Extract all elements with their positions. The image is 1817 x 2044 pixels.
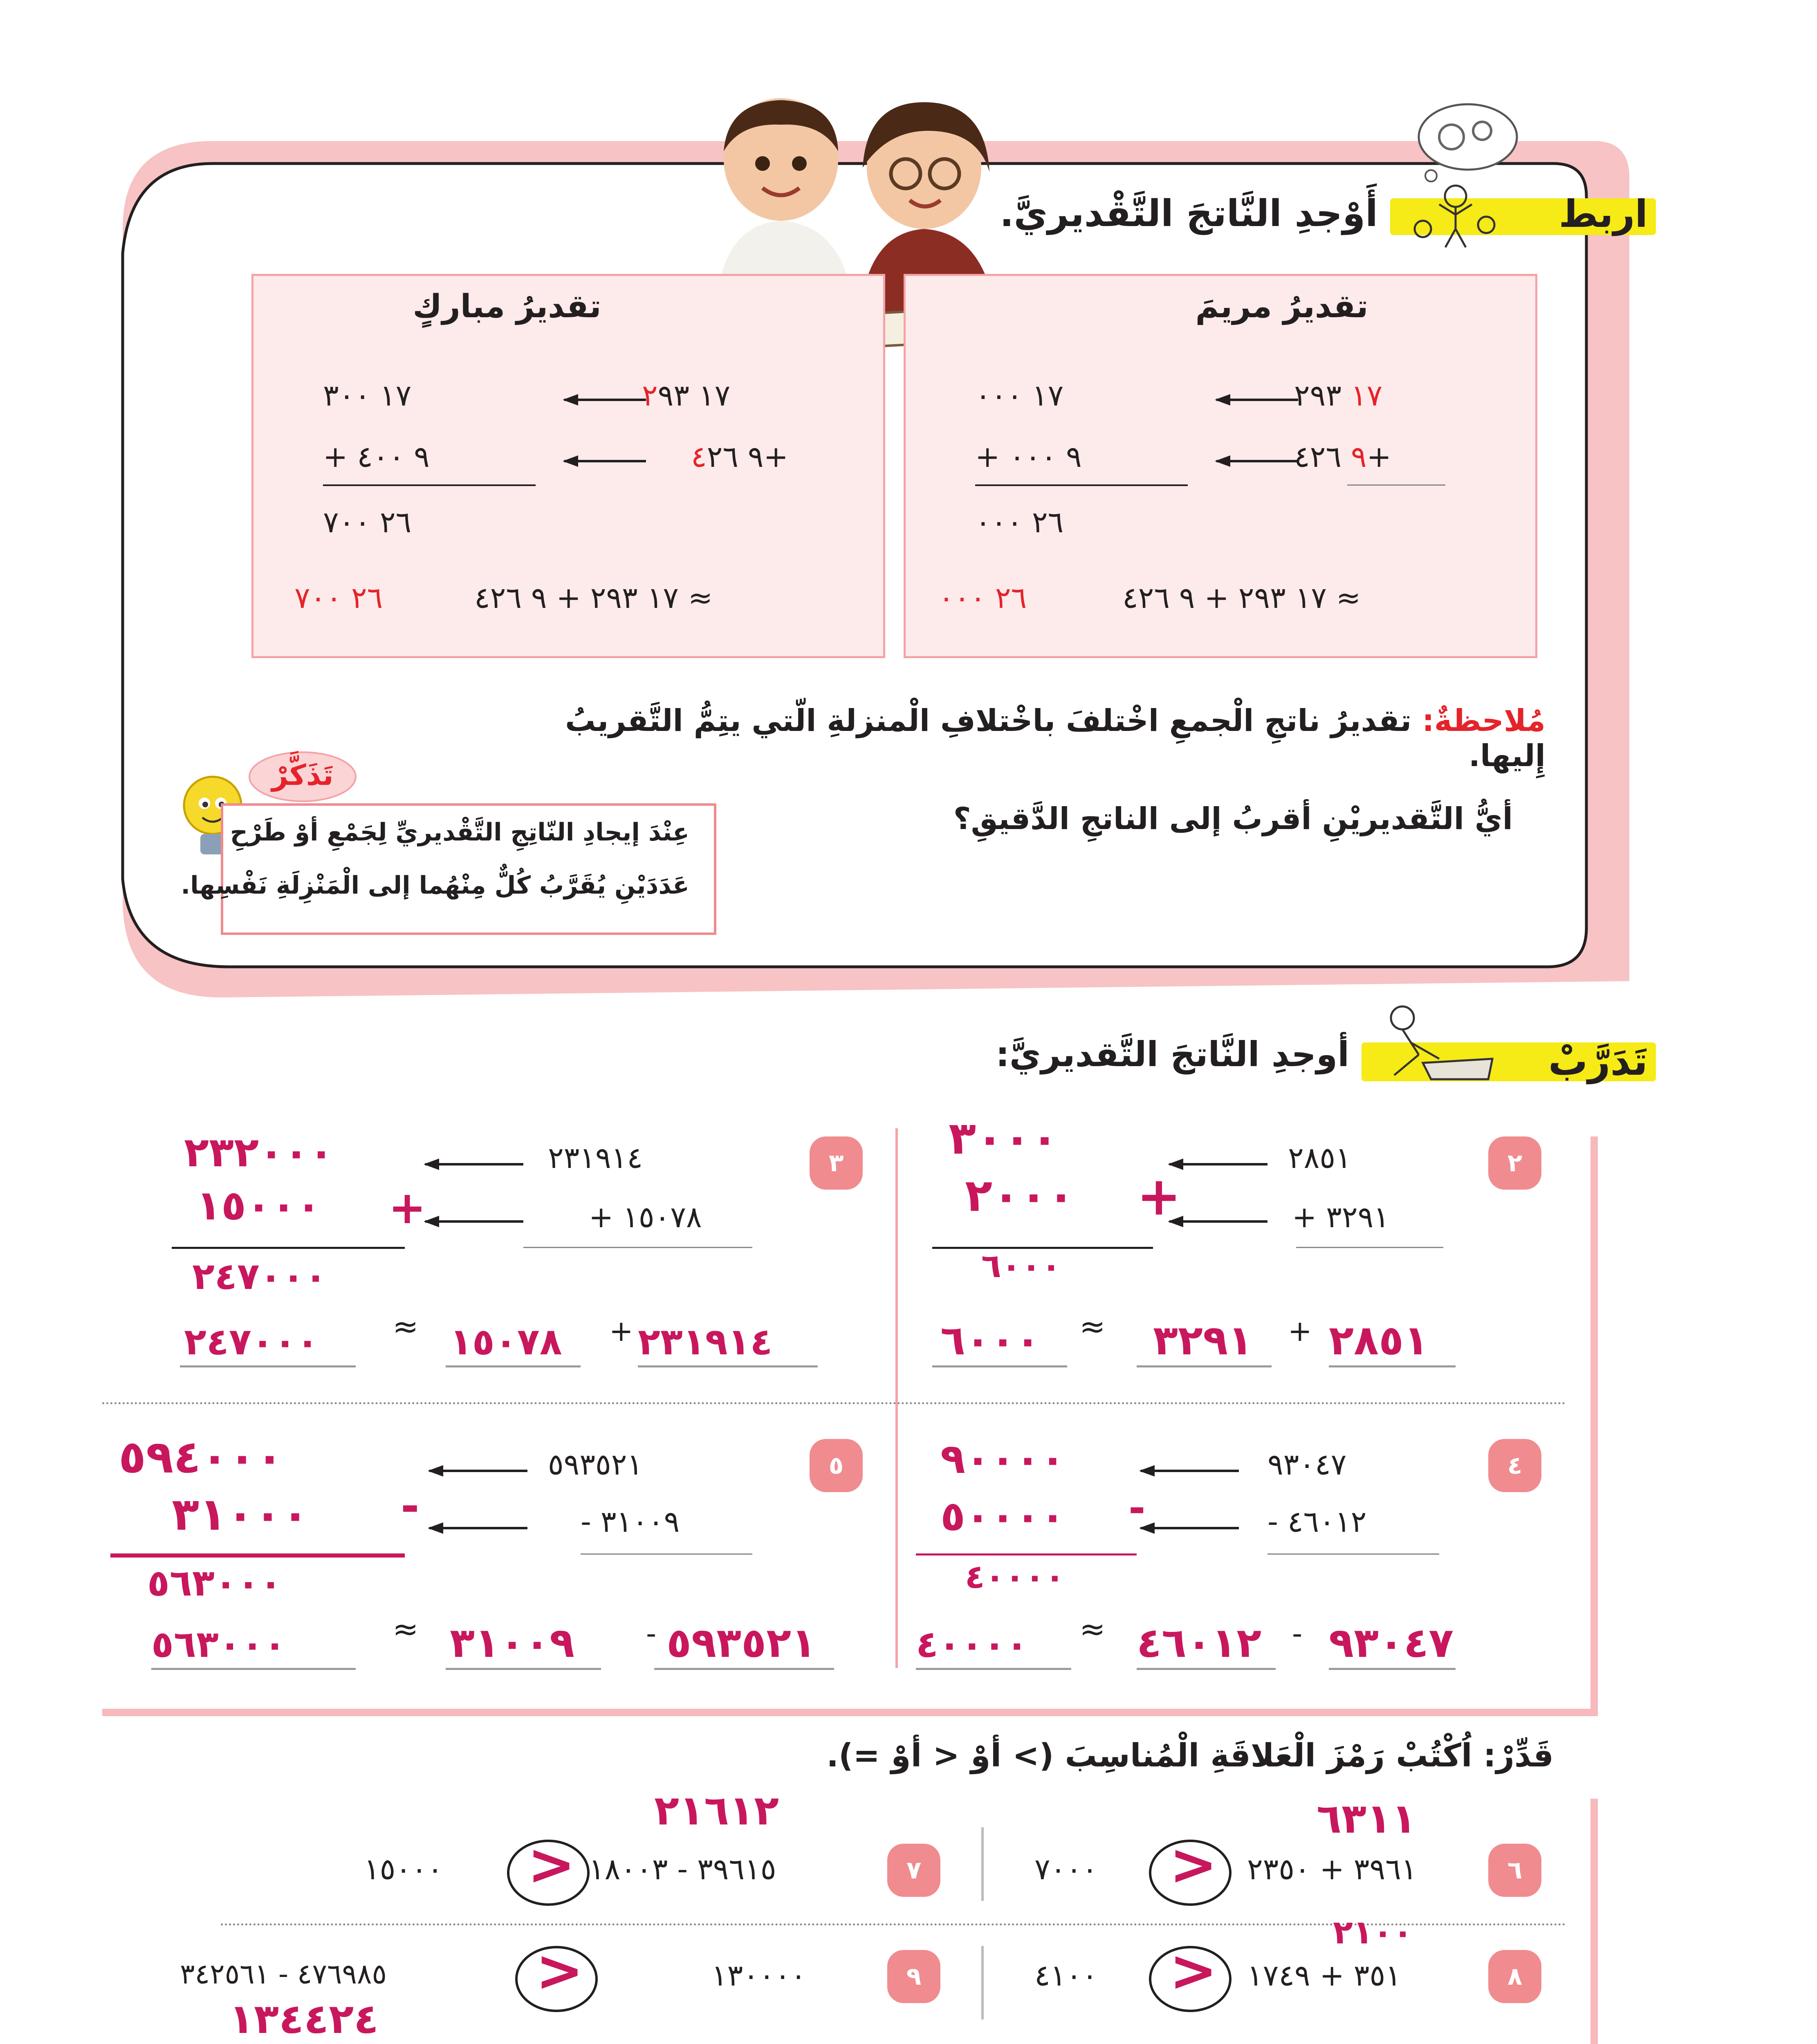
eq-operator: -	[646, 1617, 657, 1650]
est-row-1: ١٧ ٠٠٠	[975, 378, 1064, 412]
eq-term-b: ١٥٠٧٨	[450, 1320, 562, 1363]
estimate-divider	[981, 1946, 984, 2019]
eq-operator: -	[1292, 1617, 1303, 1650]
arrow	[425, 1220, 523, 1223]
compare-left: ١٣٠٠٠٠	[711, 1958, 807, 1992]
handwritten-note: ٦٣١١	[1317, 1795, 1417, 1842]
handwritten-estimate-2: ١٥٠٠٠	[196, 1181, 321, 1229]
note	[532, 703, 1546, 773]
approx-symbol: ≈	[1079, 1308, 1106, 1345]
problem-line-2: - ٣١٠٠٩	[581, 1504, 680, 1539]
sum-line	[110, 1553, 405, 1558]
answer-line	[1137, 1365, 1272, 1367]
answer-line	[916, 1668, 1071, 1670]
arrow-1	[1216, 399, 1298, 401]
eq-term-a: ٩٣٠٤٧	[1329, 1619, 1454, 1667]
handwritten-estimate-2: ٣١٠٠٠	[172, 1488, 309, 1540]
compare-symbol: >	[1169, 1831, 1218, 1898]
handwritten-note: ٢١٦١٢	[654, 1786, 779, 1834]
equation: ١٧ ٢٩٣ + ٩ ٤٢٦ ≈	[1122, 580, 1361, 615]
closeness-question: أيُّ التَّقديريْنِ أقربُ إلى الناتجِ الدَّقيقِ؟	[953, 801, 1513, 836]
orig-row-2: ٩ ٤٢٦+	[691, 439, 788, 474]
panel-title: تقديرُ مريمَ	[1195, 288, 1368, 325]
arrow-1	[564, 399, 646, 401]
item-number-badge: ٧	[887, 1844, 940, 1897]
eq-term-b: ٤٦٠١٢	[1137, 1619, 1262, 1667]
eq-operator: +	[609, 1314, 633, 1348]
arrow-2	[564, 460, 646, 462]
item-number-badge: ٨	[1488, 1950, 1541, 2003]
problem-line-1: ٢٣١٩١٤	[548, 1141, 643, 1175]
practice-label: تَدَرَّبْ	[1548, 1038, 1648, 1084]
stick-figure-icon	[1398, 180, 1505, 249]
problem-line-1: ٢٨٥١	[1288, 1141, 1351, 1175]
problem-number-badge: ٢	[1488, 1136, 1541, 1190]
handwritten-sum: ٤٠٠٠٠	[965, 1558, 1065, 1596]
link-label: اربط	[1559, 192, 1648, 236]
item-number-badge: ٩	[887, 1950, 940, 2003]
handwritten-estimate-1: ٣٠٠٠	[949, 1112, 1059, 1164]
arrow	[1169, 1163, 1267, 1165]
handwritten-note: ١٣٤٤٢٤	[229, 1995, 379, 2043]
arrow	[1141, 1470, 1239, 1472]
orig-line	[523, 1247, 752, 1248]
sum-line	[975, 484, 1188, 486]
arrow	[1169, 1220, 1267, 1223]
approx-symbol: ≈	[1079, 1611, 1106, 1647]
handwritten-sum: ٦٠٠٠	[981, 1247, 1061, 1285]
handwritten-estimate-2: ٥٠٠٠٠	[940, 1492, 1066, 1540]
approx-symbol: ≈	[393, 1611, 419, 1647]
answer-line	[1137, 1668, 1276, 1670]
eq-term-b: ٣٢٩١	[1153, 1316, 1253, 1364]
orig-row-1: ١٧ ٢٩٣	[1294, 378, 1383, 412]
writing-figure-icon	[1370, 997, 1501, 1087]
orig-line	[581, 1553, 752, 1555]
sum-value: ٢٦ ٧٠٠	[323, 505, 412, 539]
compare-right: ١٥٠٠٠	[364, 1852, 443, 1886]
eq-result: ٢٦ ٠٠٠	[938, 580, 1027, 615]
note-label: مُلاحظةٌ:	[1422, 703, 1546, 738]
orig-row-1: ١٧ ٢٩٣	[642, 378, 731, 412]
compare-left: ٣٩٦١ + ٢٣٥٠	[1247, 1852, 1417, 1886]
sum-line	[323, 484, 536, 486]
problem-line-1: ٩٣٠٤٧	[1267, 1447, 1347, 1481]
link-instruction: أَوْجدِ النَّاتجَ التَّقْديريَّ.	[1000, 192, 1378, 235]
practice-divider	[895, 1128, 898, 1668]
note-text: تقديرُ ناتجِ الْجمعِ اخْتلفَ باخْتلافِ الْمنزلةِ الّتي يتِمُّ التَّقريبُ إِليها.	[565, 703, 1546, 773]
handwritten-operator: +	[388, 1181, 426, 1234]
estimate-instruction: اُكْتُبْ رَمْزَ الْعَلاقَةِ الْمُناسِبَ (> أوْ < أوْ =).	[826, 1737, 1472, 1774]
handwritten-estimate-1: ٢٣٢٠٠٠	[184, 1128, 334, 1176]
compare-left: ٣٩٦١٥ - ١٨٠٠٣	[589, 1852, 776, 1886]
approx-symbol: ≈	[393, 1308, 419, 1345]
handwritten-sum: ٥٦٣٠٠٠	[147, 1562, 282, 1605]
handwritten-operator: -	[401, 1480, 419, 1532]
practice-row-divider	[102, 1402, 1566, 1404]
estimate-label: قَدِّرْ:	[1483, 1737, 1554, 1774]
answer-line	[1329, 1668, 1456, 1670]
eq-term-b: ٣١٠٠٩	[450, 1619, 575, 1667]
arrow-2	[1216, 460, 1298, 462]
arrow	[429, 1527, 527, 1529]
problem-line-1: ٥٩٣٥٢١	[548, 1447, 643, 1481]
problem-line-2: + ١٥٠٧٨	[589, 1200, 702, 1234]
eq-term-a: ٥٩٣٥٢١	[666, 1619, 817, 1667]
arrow	[1141, 1527, 1239, 1529]
eq-answer: ٦٠٠٠	[940, 1316, 1041, 1364]
est-row-2: + ٩ ٤٠٠	[323, 439, 430, 474]
estimate-header	[736, 1737, 1554, 1774]
practice-instruction: أوجدِ النَّاتجَ التَّقديريَّ:	[996, 1034, 1349, 1074]
answer-line	[151, 1668, 356, 1670]
compare-symbol: >	[527, 1831, 576, 1898]
answer-line	[932, 1365, 1067, 1367]
arrow	[425, 1163, 523, 1165]
problem-number-badge: ٥	[810, 1439, 863, 1492]
panel-mubarak	[251, 274, 885, 658]
compare-left: ٣٥١ + ١٧٤٩	[1247, 1958, 1401, 1992]
est-row-1: ١٧ ٣٠٠	[323, 378, 412, 412]
compare-right: ٧٠٠٠	[1034, 1852, 1098, 1886]
eq-operator: +	[1288, 1314, 1312, 1348]
problem-number-badge: ٣	[810, 1136, 863, 1190]
thought-bubble-icon	[1406, 98, 1521, 188]
handwritten-estimate-1: ٩٠٠٠٠	[940, 1435, 1066, 1483]
compare-symbol: >	[1169, 1938, 1218, 2004]
problem-line-2: - ٤٦٠١٢	[1267, 1504, 1367, 1539]
handwritten-operator: -	[1128, 1484, 1146, 1532]
remember-label: تَذَكَّرْ	[271, 758, 334, 792]
answer-line	[446, 1365, 581, 1367]
sum-line	[172, 1247, 405, 1249]
compare-right: ٤٧٦٩٨٥ - ٣٤٢٥٦١	[180, 1958, 387, 1990]
problem-line-2: + ٣٢٩١	[1292, 1200, 1389, 1234]
remember-box	[181, 803, 716, 935]
answer-line	[638, 1365, 818, 1367]
orig-sum-line	[1347, 484, 1445, 486]
answer-line	[654, 1668, 834, 1670]
handwritten-sum: ٢٤٧٠٠٠	[192, 1255, 327, 1298]
panel-mariam	[904, 274, 1537, 658]
eq-answer: ٥٦٣٠٠٠	[151, 1623, 286, 1666]
orig-row-2: ٩ ٤٢٦+	[1294, 439, 1391, 474]
handwritten-operator: +	[1137, 1165, 1181, 1227]
item-number-badge: ٦	[1488, 1844, 1541, 1897]
eq-answer: ٢٤٧٠٠٠	[184, 1320, 319, 1363]
sum-value: ٢٦ ٠٠٠	[975, 505, 1064, 539]
equation: ١٧ ٢٩٣ + ٩ ٤٢٦ ≈	[474, 580, 713, 615]
handwritten-estimate-2: ٢٠٠٠	[965, 1169, 1075, 1221]
orig-line	[1296, 1247, 1443, 1248]
answer-line	[446, 1668, 601, 1670]
remember-line-1: عِنْدَ إيجادِ النّاتِجِ التَّقْديريِّ لِجَمْعِ أوْ طَرْحِ	[230, 818, 689, 847]
compare-symbol: >	[536, 1938, 584, 2004]
eq-answer: ٤٠٠٠٠	[916, 1623, 1028, 1666]
answer-line	[180, 1365, 356, 1367]
orig-line	[1267, 1553, 1439, 1555]
estimate-divider	[981, 1827, 984, 1901]
est-row-2: + ٩ ٠٠٠	[975, 439, 1082, 474]
eq-term-a: ٢٣١٩١٤	[638, 1320, 773, 1363]
problem-number-badge: ٤	[1488, 1439, 1541, 1492]
panel-title: تقديرُ مباركٍ	[413, 288, 601, 325]
handwritten-estimate-1: ٥٩٤٠٠٠	[119, 1431, 283, 1483]
answer-line	[1329, 1365, 1456, 1367]
eq-result: ٢٦ ٧٠٠	[294, 580, 383, 615]
arrow	[429, 1470, 527, 1472]
handwritten-note: ٢١٠٠	[1333, 1913, 1413, 1951]
compare-right: ٤١٠٠	[1034, 1958, 1098, 1992]
remember-line-2: عَدَدَيْنِ يُقَرَّبُ كُلٌّ مِنْهُما إلى الْمَنْزِلَةِ نَفْسِها.	[181, 871, 689, 900]
sum-line	[916, 1553, 1137, 1555]
eq-term-a: ٢٨٥١	[1329, 1316, 1429, 1364]
